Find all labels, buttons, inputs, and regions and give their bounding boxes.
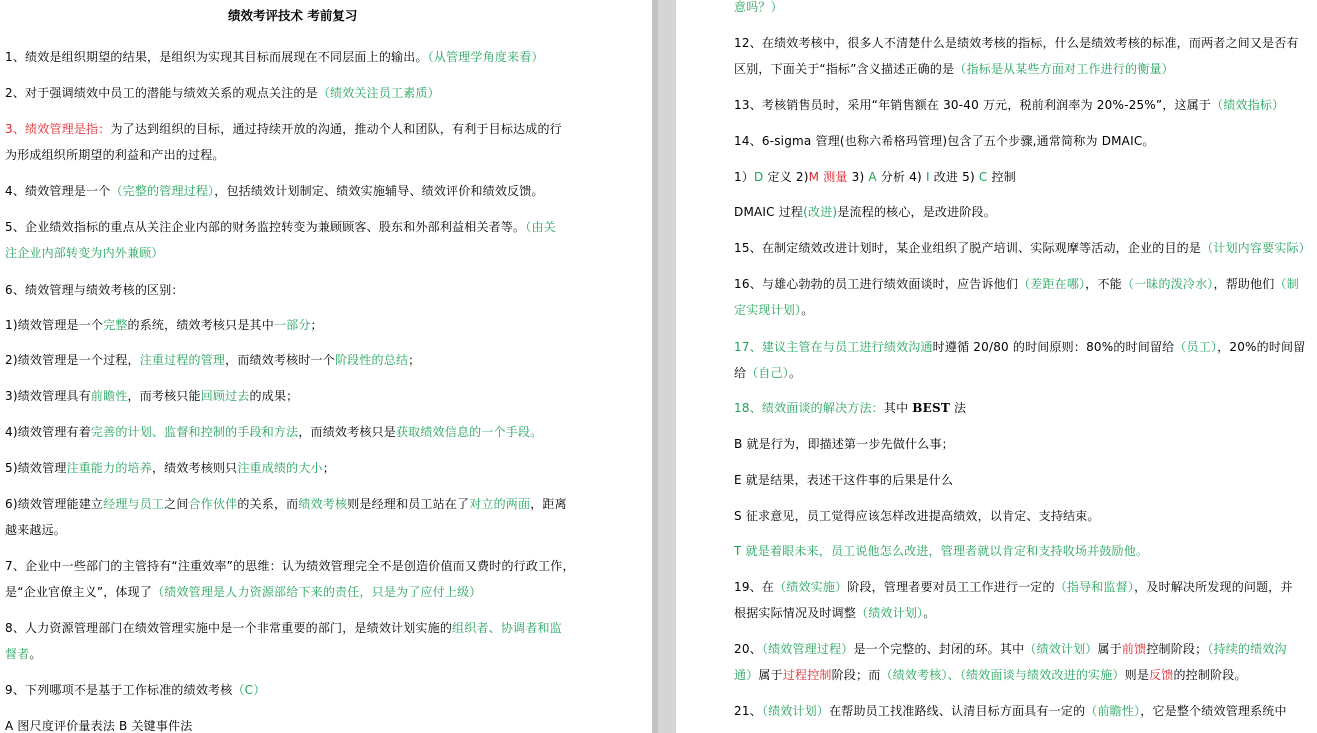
text-run: 12、在绩效考核中，很多人不清楚什么是绩效考核的指标，什么是绩效考核的标准，而两者之间又是否有 — [734, 36, 1299, 50]
text-run: （由关 — [525, 220, 556, 234]
text-run: 通） — [734, 668, 759, 682]
text-run: 控制阶段； — [1146, 642, 1208, 656]
text-run: 完善的计划、监督和控制的手段和方法 — [90, 425, 299, 439]
text-run: 9、下列哪项不是基于工作标准的绩效考核 — [5, 683, 233, 697]
text-line — [5, 85, 440, 101]
text-run: （C） — [232, 683, 266, 697]
text-run: ，而绩效考核时一个 — [225, 353, 335, 367]
text-line — [5, 424, 542, 440]
text-run: （计划内容要实际） — [1201, 241, 1311, 255]
text-run: 为了达到组织的目标，通过持续开放的沟通，推动个人和团队，有利于目标达成的行 — [110, 122, 562, 136]
text-run: 回顾过去 — [200, 389, 250, 403]
text-line — [5, 183, 544, 199]
text-run: ； — [408, 353, 421, 367]
text-run: 分析 4) — [876, 170, 926, 184]
text-run: （员工） — [1174, 340, 1218, 354]
text-line — [5, 496, 567, 512]
text-run: 在帮助员工找准路线、认清目标方面具有一定的 — [829, 704, 1086, 718]
text-run: （绩效实施） — [774, 580, 848, 594]
text-run: （绩效考核）、（绩效面谈与绩效改进的实施） — [880, 668, 1125, 682]
text-run: 则是 — [1124, 668, 1150, 682]
text-run: 1)绩效管理是一个 — [5, 318, 104, 332]
text-line — [734, 61, 1174, 77]
text-run: ，包括绩效计划制定、绩效实施辅导、绩效评价和绩效反馈。 — [214, 184, 544, 198]
text-run: 给 — [734, 366, 747, 380]
text-line — [734, 365, 801, 381]
text-run: ； — [322, 461, 335, 475]
text-run: 的成果； — [249, 389, 299, 403]
text-run: 注重能力的培养 — [66, 461, 152, 475]
text-run: 定实现计划） — [734, 303, 802, 317]
text-run: 前馈 — [1121, 642, 1147, 656]
text-run: 。 — [923, 606, 936, 620]
text-run: 的关系，而 — [237, 497, 299, 511]
text-run: B 就是行为，即描述第一步先做什么事； — [734, 437, 954, 451]
text-line — [734, 169, 1016, 185]
text-run: 督者 — [5, 647, 30, 661]
text-run: 前瞻性 — [90, 389, 128, 403]
text-run: 阶段性的总结 — [334, 353, 409, 367]
text-run: 改进 5) — [929, 170, 979, 184]
text-line — [5, 646, 42, 662]
text-run: ，绩效考核则只 — [151, 461, 238, 475]
text-line — [734, 400, 966, 416]
text-run: 为形成组织所期望的利益和产出的过程。 — [5, 148, 225, 162]
text-line — [5, 219, 556, 235]
text-run: 4)绩效管理有着 — [5, 425, 91, 439]
text-run: 根据实际情况及时调整 — [734, 606, 857, 620]
text-line — [734, 667, 1247, 683]
text-run: 一部分 — [273, 318, 311, 332]
text-run: 过程控制 — [782, 668, 832, 682]
text-run: 注企业内部转变为内外兼顾） — [5, 246, 164, 260]
text-run: 14、6-sigma 管理(也称六希格玛管理)包含了五个步骤,通常简称为 DMAIC。 — [734, 134, 1155, 148]
text-run: 阶段；而 — [831, 668, 881, 682]
text-run: A 图尺度评价量表法 B 关键事件法 — [5, 719, 193, 733]
text-run: 意吗？） — [734, 0, 783, 14]
text-run: （前瞻性） — [1085, 704, 1141, 718]
text-run: 21、 — [734, 704, 762, 718]
text-run: T 就是着眼未来，员工说他怎么改进，管理者就以肯定和支持收场并鼓励他。 — [734, 544, 1149, 558]
text-run: （绩效计划） — [761, 704, 830, 718]
text-line — [5, 49, 544, 65]
text-run: 。 — [789, 366, 802, 380]
text-run: 绩效考核 — [298, 497, 348, 511]
text-run: 区别，下面关于“指标”含义描述正确的是 — [734, 62, 955, 76]
text-run: 5、企业绩效指标的重点从关注企业内部的财务监控转变为兼顾顾客、股东和外部利益相关者等。 — [5, 220, 526, 234]
text-run: 1、绩效是组织期望的结果，是组织为实现其目标而展现在不同层面上的输出。 — [5, 50, 428, 64]
text-run: 注重过程的管理 — [139, 353, 226, 367]
text-line — [5, 352, 420, 368]
text-run: （一昧的泼冷水） — [1121, 277, 1214, 291]
text-run: （绩效管理过程） — [761, 642, 854, 656]
text-run: BEST — [912, 401, 950, 415]
text-line — [734, 508, 1100, 524]
text-run: （完整的管理过程） — [110, 184, 215, 198]
text-run: 绩效管理是指： — [25, 122, 111, 136]
text-line — [734, 641, 1287, 657]
text-run: 控制 — [987, 170, 1016, 184]
text-run: （绩效计划） — [856, 606, 924, 620]
text-run: ； — [310, 318, 323, 332]
text-line — [5, 620, 562, 636]
text-run: （绩效管理是人力资源部给下来的责任，只是为了应付上级） — [152, 585, 482, 599]
text-line — [734, 543, 1148, 559]
document-page-right — [676, 0, 1317, 733]
text-run: 其中 — [883, 401, 913, 415]
text-run: 18、绩效面谈的解决方法： — [734, 401, 884, 415]
text-line — [734, 35, 1299, 51]
text-run: 则是经理和员工站在了 — [347, 497, 470, 511]
text-run: （自己） — [746, 366, 790, 380]
text-line — [734, 204, 996, 220]
page-shadow — [652, 0, 658, 733]
text-run: 反馈 — [1149, 668, 1174, 682]
text-run: 6、绩效管理与绩效考核的区别： — [5, 283, 184, 297]
text-line — [734, 0, 783, 15]
text-run: 的控制阶段。 — [1173, 668, 1247, 682]
text-run: 属于 — [758, 668, 783, 682]
text-line — [5, 584, 481, 600]
text-run: S 征求意见，员工觉得应该怎样改进提高绩效，以肯定、支持结束。 — [734, 509, 1100, 523]
text-run: ，距离 — [530, 497, 567, 511]
text-run: 3) — [847, 170, 869, 184]
text-run: 4、绩效管理是一个 — [5, 184, 111, 198]
text-run: （指标是从某些方面对工作进行的衡量） — [954, 62, 1174, 76]
text-line — [734, 97, 1284, 113]
text-line — [734, 703, 1287, 719]
page-gutter — [652, 0, 676, 733]
text-run: ，不能 — [1085, 277, 1122, 291]
text-line — [5, 282, 184, 298]
text-line — [5, 388, 298, 404]
text-line — [5, 317, 323, 333]
text-run: 定义 2) — [763, 170, 809, 184]
text-run: 组织者、协调者和监 — [452, 621, 562, 635]
text-line — [734, 436, 954, 452]
text-run: 5)绩效管理 — [5, 461, 67, 475]
text-run: 。 — [801, 303, 814, 317]
text-run: （绩效指标） — [1211, 98, 1285, 112]
text-run: M 测量 — [808, 170, 848, 184]
text-run: (改进) — [803, 205, 838, 219]
text-run: 是“企业官僚主义”，体现了 — [5, 585, 153, 599]
text-run: 6)绩效管理能建立 — [5, 497, 104, 511]
text-line — [734, 240, 1311, 256]
text-run: E 就是结果，表述干这件事的后果是什么 — [734, 473, 954, 487]
text-run: 20、 — [734, 642, 762, 656]
text-run: 。 — [29, 647, 42, 661]
text-run: D — [754, 170, 764, 184]
text-line — [5, 147, 225, 163]
text-run: 注重成绩的大小 — [237, 461, 323, 475]
text-run: I — [925, 170, 930, 184]
text-line — [734, 133, 1155, 149]
text-run: 7、企业中一些部门的主管持有“注重效率”的思维：认为绩效管理完全不是创造价值而又费时的行政工作， — [5, 559, 575, 573]
text-run: 是一个完整的、封闭的环。其中 — [853, 642, 1025, 656]
text-run: （持续的绩效沟 — [1207, 642, 1287, 656]
text-run: 2、对于强调绩效中员工的潜能与绩效关系的观点关注的是 — [5, 86, 318, 100]
text-run: 13、考核销售员时，采用“年销售额在 30-40 万元，税前利润率为 20%-25%”，这属于 — [734, 98, 1212, 112]
text-run: C — [978, 170, 988, 184]
text-run: 2)绩效管理是一个过程， — [5, 353, 140, 367]
text-run: （制 — [1274, 277, 1299, 291]
text-run: ，而绩效考核只是 — [298, 425, 396, 439]
text-line — [5, 245, 164, 261]
text-run: 16、与雄心勃勃的员工进行绩效面谈时，应告诉他们 — [734, 277, 1019, 291]
text-run: 的系统，绩效考核只是其中 — [127, 318, 274, 332]
text-run: ，及时解决所发现的问题，并 — [1134, 580, 1293, 594]
text-run: ，它是整个绩效管理系统中 — [1140, 704, 1287, 718]
text-run: 越来越远。 — [5, 523, 67, 537]
text-run: 法 — [949, 401, 967, 415]
text-run: （指导和监督） — [1054, 580, 1135, 594]
text-run: （差距在哪） — [1018, 277, 1086, 291]
text-line — [5, 522, 66, 538]
text-run: 完整 — [103, 318, 128, 332]
text-run: 3、 — [5, 122, 26, 136]
text-run: ，而考核只能 — [127, 389, 201, 403]
text-run: 17、建议主管在与员工进行绩效沟通 — [734, 340, 933, 354]
text-run: （绩效关注员工素质） — [317, 86, 440, 100]
text-line — [734, 579, 1293, 595]
text-run: （绩效计划） — [1024, 642, 1098, 656]
text-run: ，20%的时间留 — [1217, 340, 1306, 354]
text-run: 属于 — [1097, 642, 1122, 656]
text-run: （从管理学角度来看） — [427, 50, 544, 64]
text-line — [734, 276, 1299, 292]
text-line — [5, 718, 193, 733]
document-page-left — [0, 0, 652, 733]
text-run: ，帮助他们 — [1213, 277, 1275, 291]
text-run: 阶段，管理者要对员工工作进行一定的 — [847, 580, 1055, 594]
text-run: 对立的两面 — [469, 497, 531, 511]
text-line — [734, 339, 1305, 355]
text-run: 合作伙伴 — [188, 497, 238, 511]
text-line — [5, 460, 335, 476]
text-run: 时遵循 20/80 的时间原则：80%的时间留给 — [932, 340, 1175, 354]
text-run: DMAIC 过程 — [734, 205, 804, 219]
text-run: 3)绩效管理具有 — [5, 389, 91, 403]
text-run: 8、人力资源管理部门在绩效管理实施中是一个非常重要的部门，是绩效计划实施的 — [5, 621, 453, 635]
text-run: 之间 — [164, 497, 189, 511]
text-line — [734, 472, 953, 488]
text-line — [734, 302, 813, 318]
document-title: 绩效考评技术 考前复习 — [228, 8, 358, 23]
text-run: 1） — [734, 170, 755, 184]
text-run: 19、在 — [734, 580, 775, 594]
text-line — [5, 558, 575, 574]
text-line — [734, 605, 935, 621]
text-run: 15、在制定绩效改进计划时，某企业组织了脱产培训、实际观摩等活动，企业的目的是 — [734, 241, 1202, 255]
text-run: 获取绩效信息的一个手段。 — [395, 425, 543, 439]
text-line — [5, 121, 562, 137]
text-run: 经理与员工 — [103, 497, 165, 511]
text-run: 是流程的核心，是改进阶段。 — [837, 205, 996, 219]
text-line — [5, 682, 265, 698]
text-run: A — [868, 170, 877, 184]
